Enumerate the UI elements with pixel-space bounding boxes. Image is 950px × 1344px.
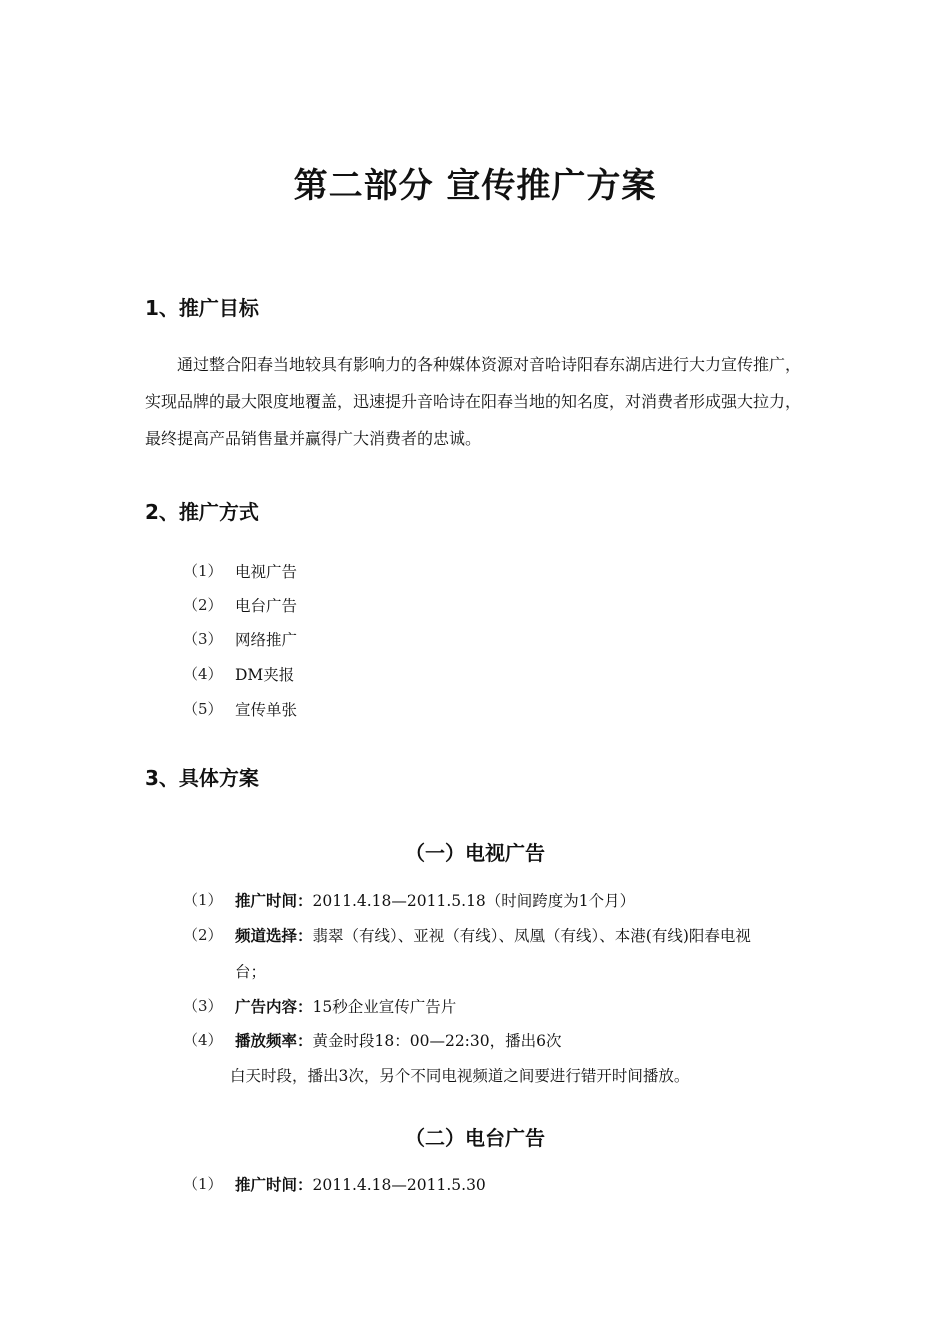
list-item-number: （1）	[183, 562, 223, 580]
list-item-number: （3）	[183, 630, 223, 648]
list-item-text: 电视广告	[235, 563, 298, 581]
item-label: 频道选择：	[235, 927, 313, 945]
goal-paragraph-text: 通过整合阳春当地较具有影响力的各种媒体资源对音哈诗阳春东湖店进行大力宣传推广，实现品牌的最大限度地覆盖，迅速提升音哈诗在阳春当地的知名度，对消费者形成强大拉力，最终提高产品销售量并赢得广大消费者的忠诚。	[145, 355, 802, 448]
section-heading-goal: 1、推广目标	[145, 296, 259, 320]
section-heading-methods-text: 2、推广方式	[145, 500, 259, 524]
list-item-number: （1）	[183, 891, 223, 909]
subsection-heading-radio: （二）电台广告	[405, 1126, 545, 1150]
item-value: 2011.4.18—2011.5.30	[312, 1176, 486, 1194]
section-heading-plan: 3、具体方案	[145, 766, 259, 790]
list-item-text: 网络推广	[235, 631, 298, 649]
page-title: 第二部分 宣传推广方案	[293, 166, 657, 206]
list-item-number: （3）	[183, 997, 223, 1015]
list-item-number: （2）	[183, 596, 223, 614]
item-label: 广告内容：	[235, 998, 313, 1016]
list-item	[235, 995, 456, 1017]
item-value: 15秒企业宣传广告片	[312, 998, 457, 1016]
goal-paragraph	[145, 346, 810, 457]
item-value-continued: 白天时段，播出3次，另个不同电视频道之间要进行错开时间播放。	[230, 1067, 690, 1085]
list-item-number: （4）	[183, 665, 223, 683]
list-item	[235, 924, 751, 946]
item-value-continued: 台；	[235, 963, 267, 981]
list-item-number: （4）	[183, 1031, 223, 1049]
list-item-number: （5）	[183, 700, 223, 718]
section-heading-methods	[145, 496, 259, 525]
item-label: 推广时间：	[235, 1176, 313, 1194]
list-item-text: 电台广告	[235, 597, 298, 615]
list-item-text: DM夹报	[235, 666, 295, 684]
list-item	[235, 889, 635, 911]
item-value: 2011.4.18—2011.5.18（时间跨度为1个月）	[312, 892, 636, 910]
list-item-text: 宣传单张	[235, 701, 298, 719]
list-item	[235, 1029, 562, 1051]
item-value: 黄金时段18：00—22:30，播出6次	[312, 1032, 562, 1050]
subsection-heading-tv: （一）电视广告	[405, 841, 545, 865]
list-item	[235, 1173, 486, 1195]
list-item-number: （1）	[183, 1175, 223, 1193]
item-label: 播放频率：	[235, 1032, 313, 1050]
list-item-number: （2）	[183, 926, 223, 944]
item-value: 翡翠（有线）、亚视（有线）、凤凰（有线）、本港(有线)阳春电视	[312, 927, 751, 945]
item-label: 推广时间：	[235, 892, 313, 910]
